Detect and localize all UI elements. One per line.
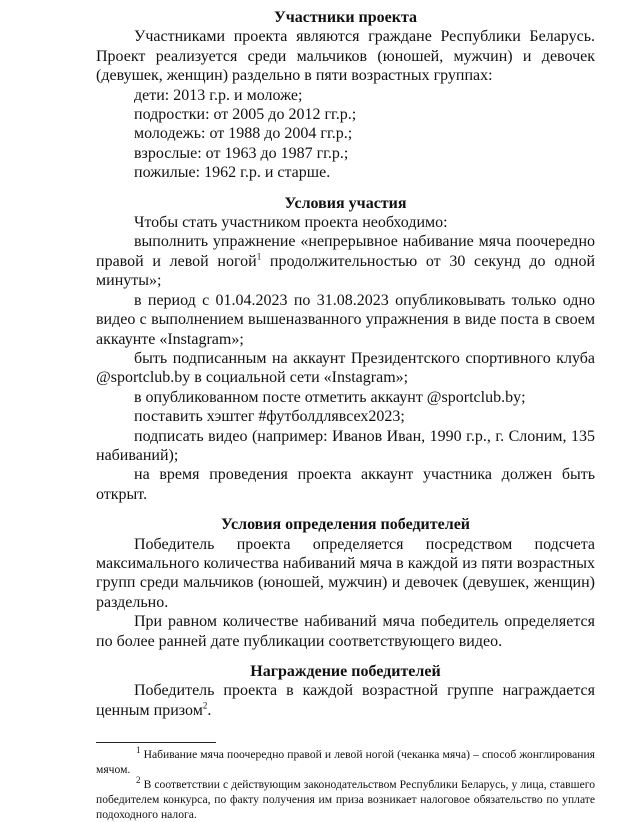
section-title-participants: Участники проекта bbox=[273, 9, 418, 26]
section-title-conditions: Условия участия bbox=[284, 194, 407, 212]
footnote-2-text: В соответствии с действующим законодательством Республики Беларусь, у лица, ставшего победителем конкурса, по факту получения им приза возникает налоговое обязательство по уплате подоходного налога. bbox=[96, 778, 595, 822]
condition-item: поставить хэштег #футболдлявсех2023; bbox=[134, 408, 405, 426]
age-group-item: подростки: от 2005 до 2012 гг.р.; bbox=[134, 106, 357, 124]
participants-intro: Участниками проекта являются граждане Республики Беларусь. Проект реализуется среди мальчиков (юношей, мужчин) и девочек (девушек, женщин) раздельно в пяти возрастных группах: bbox=[96, 28, 595, 85]
footnote-1-text: Набивание мяча поочередно правой и левой ногой (чеканка мяча) – способ жонглирования мячом. bbox=[96, 748, 595, 777]
condition-item: в период с 01.04.2023 по 31.08.2023 опубликовывать только одно видео с выполнением вышеназванного упражнения в виде поста в своем аккаунте «Instagram»; bbox=[96, 291, 595, 348]
condition-item: подписать видео (например: Иванов Иван, 1990 г.р., г. Слоним, 135 набиваний); bbox=[96, 427, 595, 464]
condition-item: на время проведения проекта аккаунт участника должен быть открыт. bbox=[96, 466, 595, 503]
condition-item: в опубликованном посте отметить аккаунт @sportclub.by; bbox=[134, 388, 526, 406]
footnote-2 bbox=[96, 777, 595, 822]
condition-item-text-rest: продолжительностью от 30 секунд до одной минуты»; bbox=[96, 252, 595, 290]
awards-text-end: . bbox=[207, 701, 212, 719]
section-title-winners: Условия определения победителей bbox=[220, 516, 471, 534]
footnote-ref-1: 1 bbox=[256, 251, 262, 262]
age-group-item: молодежь: от 1988 до 2004 гг.р.; bbox=[134, 125, 353, 143]
condition-item: быть подписанным на аккаунт Президентского спортивного клуба @sportclub.by в социальной сети «Instagram»; bbox=[96, 349, 595, 387]
age-group-item: взрослые: от 1963 до 1987 гг.р.; bbox=[134, 144, 349, 162]
awards-paragraph bbox=[96, 681, 595, 720]
condition-item bbox=[96, 232, 595, 290]
footnote-1 bbox=[96, 747, 595, 777]
conditions-intro: Чтобы стать участником проекта необходимо: bbox=[134, 214, 448, 232]
awards-text: Победитель проекта в каждой возрастной группе награждается ценным призом bbox=[96, 682, 595, 719]
footnote-ref-2: 2 bbox=[202, 700, 208, 711]
age-group-item: пожилые: 1962 г.р. и старше. bbox=[134, 164, 331, 182]
age-group-item: дети: 2013 г.р. и моложе; bbox=[134, 86, 303, 104]
footnote-divider bbox=[96, 742, 216, 743]
section-title-awards: Награждение победителей bbox=[250, 663, 441, 680]
footnote-mark-2: 2 bbox=[136, 775, 141, 786]
winners-paragraph: Победитель проекта определяется посредством подсчета максимального количества набиваний мяча в каждой из пяти возрастных групп среди мальчиков (юношей, мужчин) и девочек (девушек, женщин) раздельно. bbox=[96, 535, 595, 611]
winners-paragraph: При равном количестве набиваний мяча победитель определяется по более ранней дате публикации соответствующего видео. bbox=[96, 613, 595, 650]
condition-item-text: выполнить упражнение «непрерывное набивание мяча поочередно правой и левой ногой bbox=[96, 233, 595, 270]
footnote-mark-1: 1 bbox=[136, 745, 141, 756]
